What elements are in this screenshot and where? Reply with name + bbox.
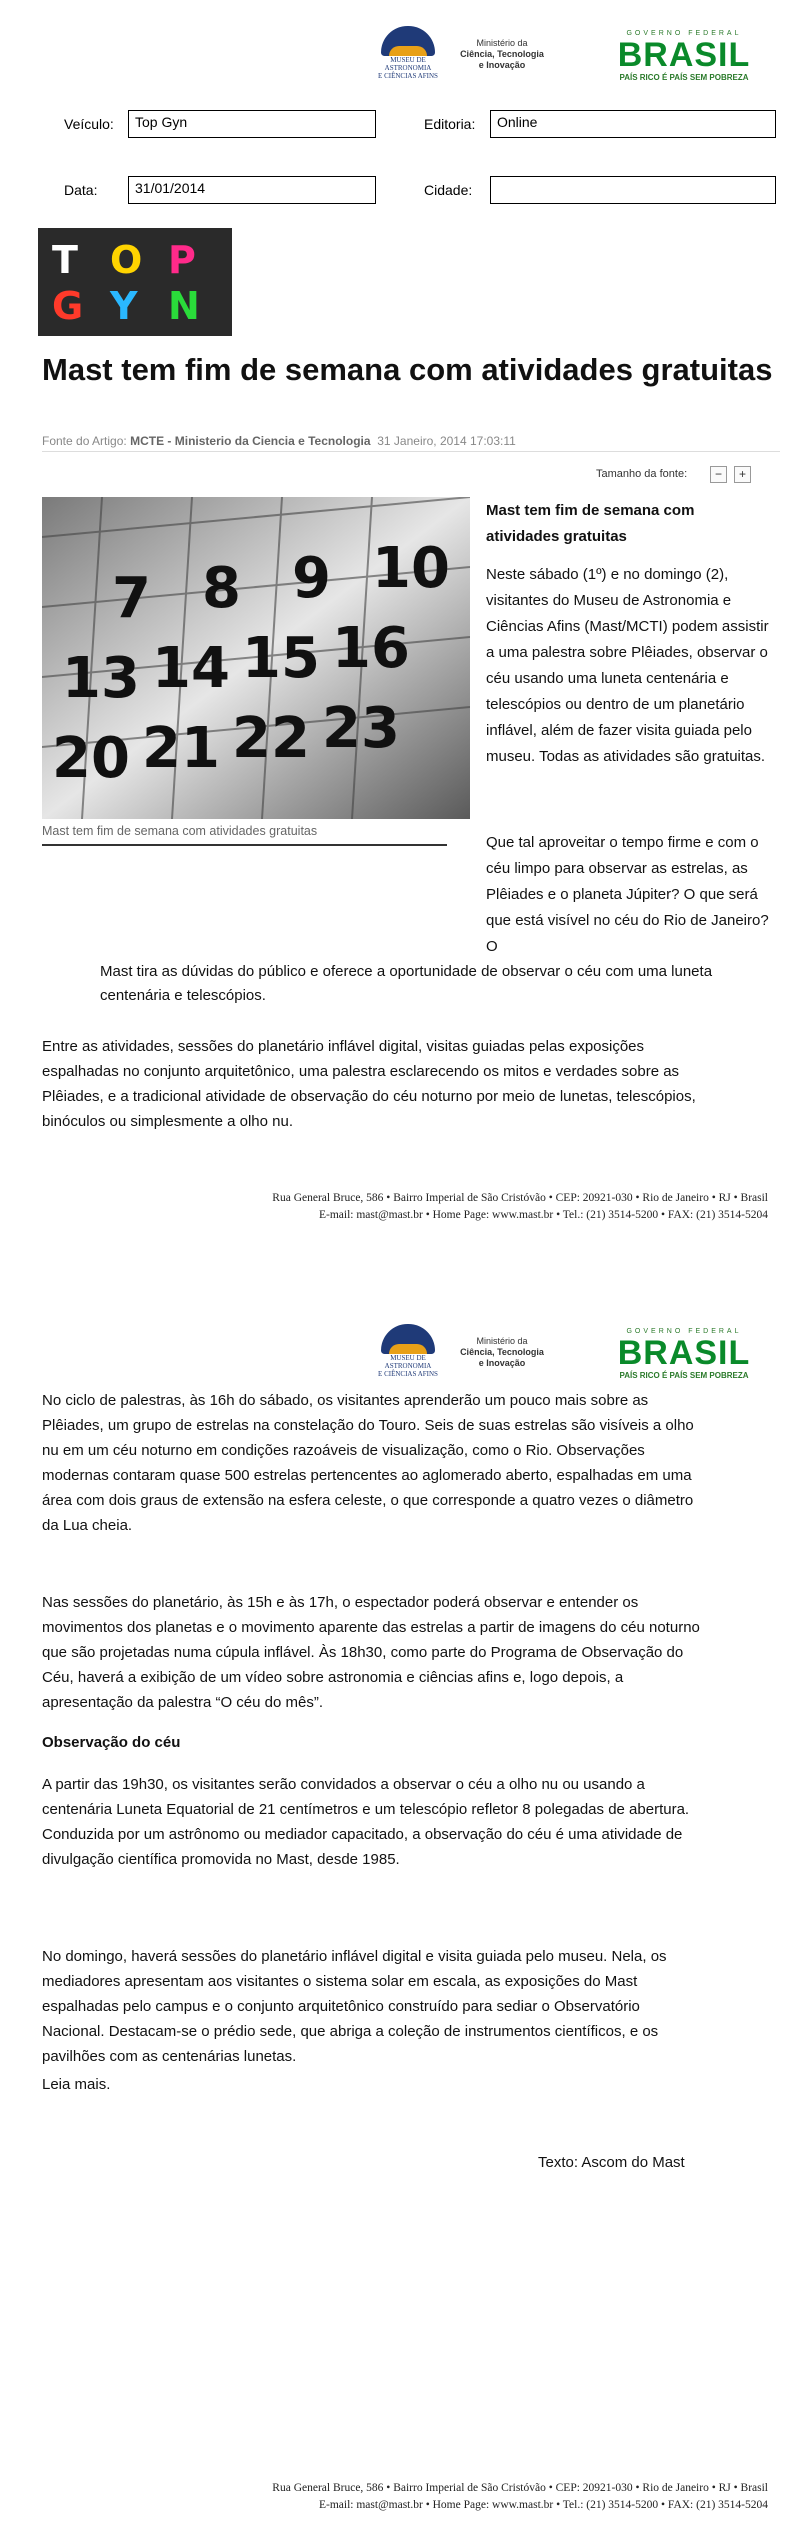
logo-letter: G (52, 284, 84, 328)
brasil-wordmark: BRASIL (617, 1334, 751, 1372)
observatory-dome-icon (381, 1324, 435, 1354)
section-heading: Observação do céu (42, 1734, 181, 1751)
editoria-label: Editoria: (424, 116, 476, 132)
side-heading: Mast tem fim de semana com atividades gratuitas (486, 502, 695, 545)
divider (42, 451, 780, 452)
paragraph: No domingo, haverá sessões do planetário inflável digital e visita guiada pelo museu. Nela, os mediadores apresentam aos visitantes o sistema solar em escala, as exposições do Mast espalhadas pelo campus e o conjunto arquitetônico construído para sediar o Observatório Nacional. Destacam-se o prédio sede, que abriga a coleção de instrumentos científicos, e os pavilhões com as centenárias lunetas. (42, 1948, 667, 2065)
veiculo-label: Veículo: (64, 116, 114, 132)
paragraph: Que tal aproveitar o tempo firme e com o céu limpo para observar as estrelas, as Plêiades e o planeta Júpiter? O que será que está visível no céu do Rio de Janeiro? O (486, 834, 769, 955)
calendar-number: 14 (152, 636, 230, 701)
logo-letter: P (168, 238, 196, 282)
calendar-number: 8 (202, 556, 241, 621)
mast-logo-line: E CIÊNCIAS AFINS (378, 72, 438, 80)
calendar-number: 22 (232, 706, 310, 771)
font-size-control: Tamanho da fonte: (596, 468, 688, 480)
page-footer: Rua General Bruce, 586 • Bairro Imperial de São Cristóvão • CEP: 20921-030 • Rio de Janeiro • RJ • Brasil E-mail: mast@mast.br • Home Page: www.mast.br • Tel.: (21) 3514-5200 • FAX: (21) 3514-5204 (272, 2482, 768, 2511)
paragraph: Neste sábado (1º) e no domingo (2), visitantes do Museu de Astronomia e Ciências Afins (Mast/MCTI) podem assistir a uma palestra sobre Plêiades, observar o céu usando uma luneta centenária e telescópios ou dentro de um planetário inflável, além de fazer visita guiada pelo museu. Todas as atividades são gratuitas. (486, 566, 769, 765)
calendar-number: 7 (112, 566, 151, 631)
calendar-number: 10 (372, 536, 450, 601)
data-label: Data: (64, 182, 98, 198)
brasil-gov-logo: GOVERNO FEDERAL BRASIL PAÍS RICO É PAÍS SEM POBREZA (600, 1328, 768, 1382)
paragraph: No ciclo de palestras, às 16h do sábado, os visitantes aprenderão um pouco mais sobre as Plêiades, um grupo de estrelas na constelação do Touro. Seis de suas estrelas são visíveis a olho nu em um céu noturno em condições razoáveis de visualização, como o Rio. Observações modernas contaram quase 500 estrelas pertencentes ao aglomerado aberto, espalhadas em uma área com dois graus de extensão na esfera celeste, o que corresponde a quatro vezes o diâmetro da Lua cheia. (42, 1392, 694, 1534)
source-link[interactable]: MCTE - Ministerio da Ciencia e Tecnologia (130, 434, 371, 448)
logo-letter: O (110, 238, 143, 282)
mast-logo-line: ASTRONOMIA (384, 64, 432, 72)
data-field[interactable]: 31/01/2014 (128, 176, 376, 204)
calendar-number: 23 (322, 696, 400, 761)
page-footer: Rua General Bruce, 586 • Bairro Imperial de São Cristóvão • CEP: 20921-030 • Rio de Janeiro • RJ • Brasil E-mail: mast@mast.br • Home Page: www.mast.br • Tel.: (21) 3514-5200 • FAX: (21) 3514-5204 (272, 1192, 768, 1221)
ministry-logo-text: Ministério da Ciência, Tecnologia e Inovação (460, 1336, 544, 1368)
top-gyn-logo (38, 228, 232, 336)
mast-logo (378, 26, 438, 78)
author-credit: Texto: Ascom do Mast (538, 2154, 685, 2171)
article-date: 31 Janeiro, 2014 17:03:11 (377, 434, 516, 448)
paragraph: A partir das 19h30, os visitantes serão convidados a observar o céu a olho nu ou usando a centenária Luneta Equatorial de 21 centímetros e um telescópio refletor 8 polegadas de abertura. Conduzida por um astrônomo ou mediador capacitado, a observação do céu é uma atividade de divulgação científica promovida no Mast, desde 1985. (42, 1776, 690, 1868)
font-increase-button[interactable]: + (734, 466, 751, 483)
mast-logo-line: E CIÊNCIAS AFINS (378, 1370, 438, 1378)
editoria-field[interactable]: Online (490, 110, 776, 138)
calendar-number: 16 (332, 616, 410, 681)
veiculo-field[interactable]: Top Gyn (128, 110, 376, 138)
cidade-label: Cidade: (424, 182, 473, 198)
photo-caption: Mast tem fim de semana com atividades gratuitas (42, 824, 447, 846)
ministry-logo-text: Ministério da Ciência, Tecnologia e Inovação (460, 38, 544, 70)
observatory-dome-icon (381, 26, 435, 56)
calendar-number: 13 (62, 646, 140, 711)
brasil-wordmark: BRASIL (617, 36, 751, 74)
logo-letter: Y (110, 284, 138, 328)
calendar-number: 21 (142, 716, 220, 781)
brasil-gov-logo: GOVERNO FEDERAL BRASIL PAÍS RICO É PAÍS SEM POBREZA (600, 30, 768, 84)
mast-logo-line: MUSEU DE (390, 1354, 426, 1362)
mast-logo (378, 1324, 438, 1376)
calendar-number: 15 (242, 626, 320, 691)
mast-logo-line: MUSEU DE (390, 56, 426, 64)
logo-letter: N (168, 284, 200, 328)
paragraph: Nas sessões do planetário, às 15h e às 17h, o espectador poderá observar e entender os movimentos dos planetas e o movimento aparente das estrelas a partir de imagens do céu noturno que são projetadas numa cúpula inflável. Às 18h30, como parte do Programa de Observação do Céu, haverá a exibição de um vídeo sobre astronomia e ciências afins e, logo depois, a apresentação da palestra “O céu do mês”. (42, 1594, 700, 1711)
article-title: Mast tem fim de semana com atividades gratuitas (42, 352, 773, 387)
leia-mais-link[interactable]: Leia mais. (42, 2076, 111, 2093)
calendar-photo (42, 497, 470, 819)
calendar-number: 20 (52, 726, 130, 791)
calendar-illustration (42, 497, 470, 819)
font-decrease-button[interactable]: − (710, 466, 727, 483)
mast-logo-line: ASTRONOMIA (384, 1362, 432, 1370)
calendar-number: 9 (292, 546, 331, 611)
paragraph: Entre as atividades, sessões do planetário inflável digital, visitas guiadas pelas exposições espalhadas no conjunto arquitetônico, uma palestra esclarecendo os mitos e verdades sobre as Plêiades, e a tradicional atividade de observação do céu noturno por meio de lunetas, telescópios, binóculos ou simplesmente a olho nu. (42, 1038, 696, 1130)
article-source: Fonte do Artigo: MCTE - Ministerio da Ciencia e Tecnologia 31 Janeiro, 2014 17:03:11 (42, 434, 516, 448)
cidade-field[interactable] (490, 176, 776, 204)
paragraph: Mast tira as dúvidas do público e oferece a oportunidade de observar o céu com uma luneta centenária e telescópios. (100, 963, 713, 1004)
logo-letter: T (52, 238, 78, 282)
